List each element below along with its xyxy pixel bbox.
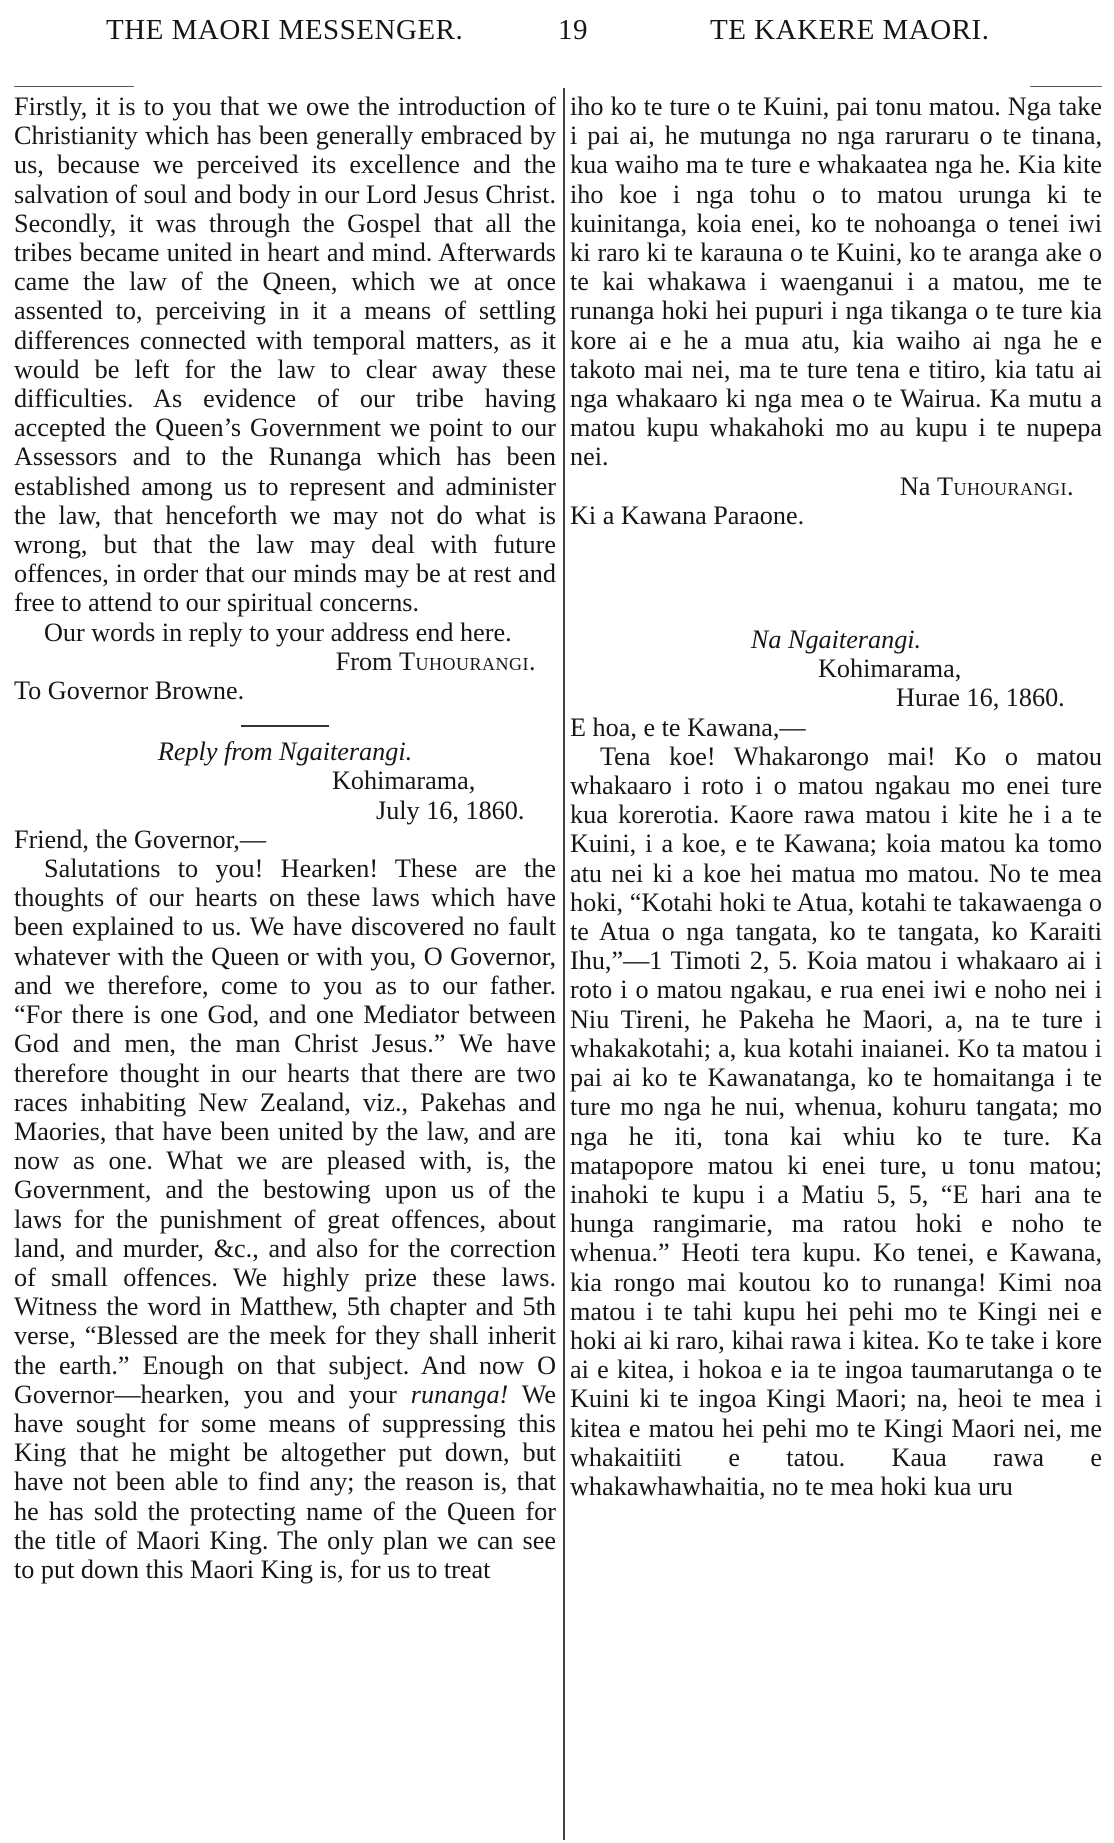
- dateline-date-maori: Hurae 16, 1860.: [896, 683, 1065, 713]
- header-rule-left: [14, 86, 134, 87]
- addressee-line-maori: Ki a Kawana Paraone.: [570, 500, 805, 530]
- ngaiterangi-maori-body: Tena koe! Whakarongo mai! Ko o matou whakaaro i roto i o matou ngakau mo enei ture kua korerotia. Kaore rawa matou i kite he i a te Kuini, i a koe, e te Kawana; koia matou ka tomo atu nei ki a koe hei matua mo matou. No te mea hoki, “Kotahi hoki te Atua, kotahi te takawaenga o te Atua o nga tangata, ko te tangata, ko Karaiti Ihu,”—1 Timoti 2, 5. Koia matou i whakaaro ai i roto i o matou ngakau, e rua enei iwi e noho nei i Niu Tireni, he Pakeha he Maori, a, na te ture i whakakotahi; a, kua kotahi inaianei. Ko ta matou i pai ai ko te Kawanatanga, ko te homaitanga i te ture mo nga he nui, whenua, kohuru tangata; mo nga he iti, tona kai whiu ko te ture. Ka matapopore matou ki enei ture, u tonu matou; inahoki te kupu i a Matiu 5, 5, “E hari ana te hunga rangimarie, ma ratou hoki e noho te whenua.” Heoti tera kupu. Ko tenei, e Kawana, kia rongo mai koutou ko to runanga! Kimi noa matou i te tahi kupu hei pehi mo te Kingi nei e hoki ai ki raro, kihai rawa i kitea. Ko te take i kore ai e kitea, i hokoa e ia te ingoa taumarutanga o te Kuini ki te ingoa Kingi Maori; na, heoi te mea i kitea e matou hei pehi mo te Kingi Maori nei, me whakaitiiti e tatou. Kaua rawa e whakawhawhaitia, no te mea hoki kua uru: [570, 741, 1102, 1501]
- page-number: 19: [558, 14, 588, 46]
- tuhourangi-maori-paragraph: iho ko te ture o te Kuini, pai tonu matou. Nga take i pai ai, he mutunga no nga raruraru o te tinana, kua waiho ma te ture e whakaatea nga he. Kia kite iho koe i nga tohu o to matou urunga ki te kuinitanga, koia enei, ko te nohoanga o tenei iwi ki raro ki te karauna o te Kuini, ko te aranga ake o te kai whakawa i waenganui i a matou, me te runanga hoki hei pupuri i nga tikanga o te ture kia kore ai e he a mua atu, kia waiho ai nga he e takoto mai nei, ma te ture tena e titiro, kia tatu ai nga whakaaro ki nga mea o te Wairua. Ka mutu a matou kupu whakahoki mo au kupu i te nupepa nei.: [570, 92, 1102, 472]
- letter-body-text: Salutations to you! Hearken! These are the thoughts of our hearts on these laws which have been explained to us. We have discovered no fault whatever with the Queen or with you, O Governor, and we therefore, come to you as to our father. “For there is one God, and one Mediator between God and men, the man Christ Jesus.” We have therefore thought in our hearts that there are two races inhabiting New Zealand, viz., Pakehas and Maories, that have been united by the law, and are now as one. What we are pleased with, is, the Government, and the bestowing upon us of the laws for the punishment of great offences, about land, and murder, &c., and also for the correction of small offences. We highly prize these laws. Witness the word in Matthew, 5th chapter and 5th verse, “Blessed are the meek for they shall inherit the earth.” Enough on that subject. And now O Governor—hearken, you and your: [14, 854, 556, 1409]
- signature-line-maori: [570, 472, 1102, 501]
- dateline-place: Kohimarama,: [332, 766, 476, 796]
- section-title-maori: Na Ngaiterangi.: [750, 625, 922, 655]
- signature-line: [14, 647, 556, 676]
- closing-paragraph: Our words in reply to your address end here.: [44, 617, 512, 647]
- dateline-place-maori: Kohimarama,: [818, 654, 962, 684]
- letter-body-continued: We have sought for some means of suppressing this King that he might be altogether put down, but have not been able to find any; the reason is, that he has sold the protecting name of the Queen for the title of Maori King. The only plan we can see to put down this Maori King is, for us to treat: [14, 1379, 556, 1584]
- signature-name: Tuhourangi.: [398, 646, 536, 676]
- column-gap: [570, 530, 1102, 625]
- addressee-line: To Governor Browne.: [14, 676, 245, 706]
- column-divider: [563, 88, 565, 1840]
- english-masthead: THE MAORI MESSENGER.: [106, 14, 464, 46]
- dateline-date: July 16, 1860.: [376, 795, 525, 825]
- tuhourangi-address-paragraph: Firstly, it is to you that we owe the introduction of Christianity which has been generally embraced by us, because we perceived its excellence and the salvation of soul and body in our Lord Jesus Christ. Secondly, it was through the Gospel that all the tribes became united in heart and mind. Afterwards came the law of the Qneen, which we at once assented to, perceiving in it a means of settling differences connected with temporal matters, as it would be left for the law to clear away these difficulties. As evidence of our tribe having accepted the Queen’s Government we point to our Assessors and to the Runanga which has been established among us to represent and administer the law, that henceforth we may not do what is wrong, but that the law may deal with future offences, in order that our minds may be at rest and free to attend to our spiritual concerns.: [14, 92, 556, 618]
- section-rule: [241, 725, 329, 727]
- maori-column: [570, 92, 1102, 1501]
- letter-body-italic: runanga!: [410, 1379, 509, 1409]
- signature-from: From: [335, 646, 393, 676]
- section-title: Reply from Ngaiterangi.: [157, 737, 413, 767]
- salutation: Friend, the Governor,—: [14, 824, 267, 854]
- maori-masthead: TE KAKERE MAORI.: [710, 14, 990, 46]
- running-head: [0, 14, 1114, 60]
- header-rule-right: [1030, 86, 1102, 87]
- english-column: [14, 92, 556, 1584]
- signature-na: Na: [899, 471, 931, 501]
- signature-name-maori: Tuhourangi.: [936, 471, 1074, 501]
- ngaiterangi-letter-body: [14, 854, 556, 1584]
- salutation-maori: E hoa, e te Kawana,—: [570, 712, 806, 742]
